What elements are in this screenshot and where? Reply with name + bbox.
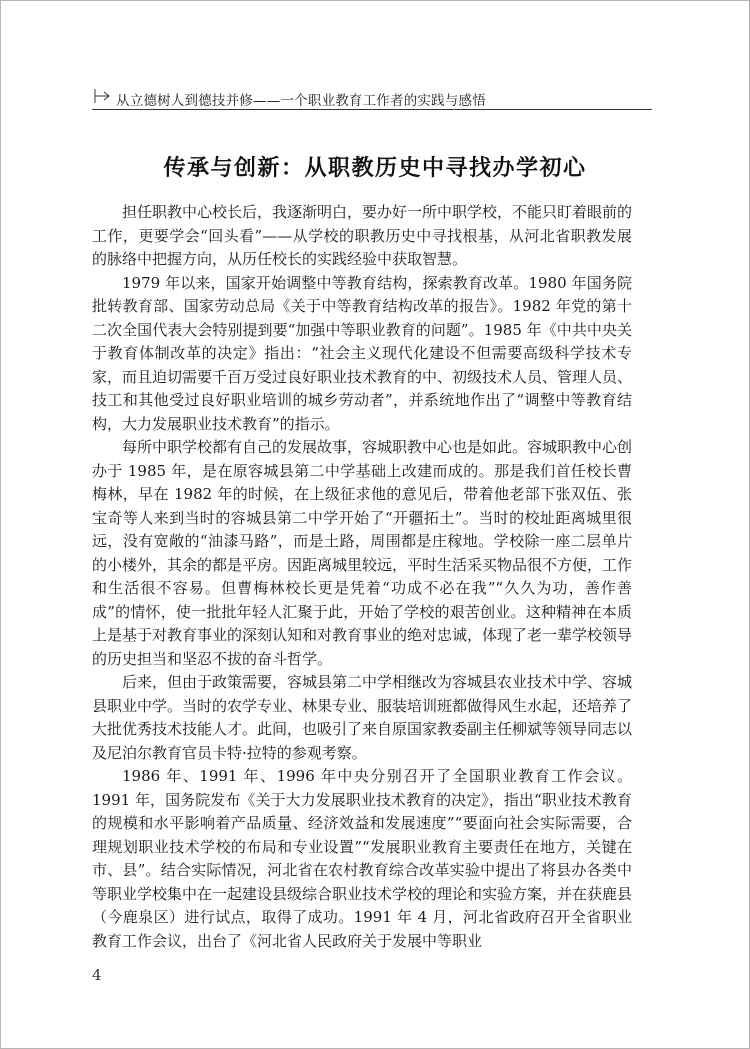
chapter-title: 传承与创新：从职教历史中寻找办学初心 (163, 156, 587, 181)
paragraph: 1979 年以来，国家开始调整中等教育结构，探索教育改革。1980 年国务院批转教育部、国家劳动总局《关于中等教育结构改革的报告》。1982 年党的第十二次全国代表大会特别提到要“加强中等职业教育的问题”。1985 年《中共中央关于教育体制改革的决定》指出：“社会主义现代化建设不但需要高级科学技术专家，而且迫切需要千百万受过良好职业技术教育的中、初级技术人员、管理人员、技工和其他受过良好职业培训的城乡劳动者”，并系统地作出了“调整中等教育结构，大力发展职业技术教育”的指示。 (92, 273, 633, 433)
paragraph: 后来，但由于政策需要，容城县第二中学相继改为容城县农业技术中学、容城县职业中学。当时的农学专业、林果专业、服装培训班都做得风生水起，还培养了大批优秀技术技能人才。此间，也吸引了来自原国家教委副主任柳斌等领导同志以及尼泊尔教育官员卡特·拉特的参观考察。 (92, 673, 633, 762)
body-text (92, 201, 632, 953)
running-head (92, 86, 652, 110)
running-head-rule (92, 109, 652, 110)
paragraph: 每所中职学校都有自己的发展故事，容城职教中心也是如此。容城职教中心创办于 1985 年，是在原容城县第二中学基础上改建而成的。那是我们首任校长曹梅林，早在 1982 年的时候，在上级征求他的意见后，带着他老部下张双伍、张宝奇等人来到当时的容城县第二中学开始了“开疆拓土”。当时的校址距离城里很远，没有宽敞的“油漆马路”，而是土路，周围都是庄稼地。学校除一座二层单片的小楼外，其余的都是平房。因距离城里较远，平时生活采买物品很不方便，工作和生活很不容易。但曹梅林校长更是凭着“功成不必在我”“久久为功，善作善成”的情怀，使一批批年轻人汇聚于此，开始了学校的艰苦创业。这种精神在本质上是基于对教育事业的深刻认知和对教育事业的绝对忠诚，体现了老一辈学校领导的历史担当和坚忍不拔的奋斗哲学。 (92, 438, 633, 668)
paragraph: 1986 年、1991 年、1996 年中央分别召开了全国职业教育工作会议。1991 年，国务院发布《关于大力发展职业技术教育的决定》，指出“职业技术教育的规模和水平影响着产品质量、经济效益和发展速度”“要面向社会实际需要，合理规划职业技术学校的布局和专业设置”“发展职业教育主要责任在地方，关键在市、县”。结合实际情况，河北省在农村教育综合改革实验中提出了将县办各类中等职业学校集中在一起建设县级综合职业技术学校的理论和实验方案，并在获鹿县（今鹿泉区）进行试点，取得了成功。1991 年 4 月，河北省政府召开全省职业教育工作会议，出台了《河北省人民政府关于发展中等职业 (92, 767, 633, 950)
paragraph: 担任职教中心校长后，我逐渐明白，要办好一所中职学校，不能只盯着眼前的工作，更要学会“回头看”——从学校的职教历史中寻找根基，从河北省职教发展的脉络中把握方向，从历任校长的实践经验中获取智慧。 (92, 203, 633, 268)
running-head-title: 从立德树人到德技并修——一个职业教育工作者的实践与感悟 (116, 93, 486, 109)
page-number: 4 (92, 966, 102, 984)
arrow-marker-icon (92, 88, 114, 104)
